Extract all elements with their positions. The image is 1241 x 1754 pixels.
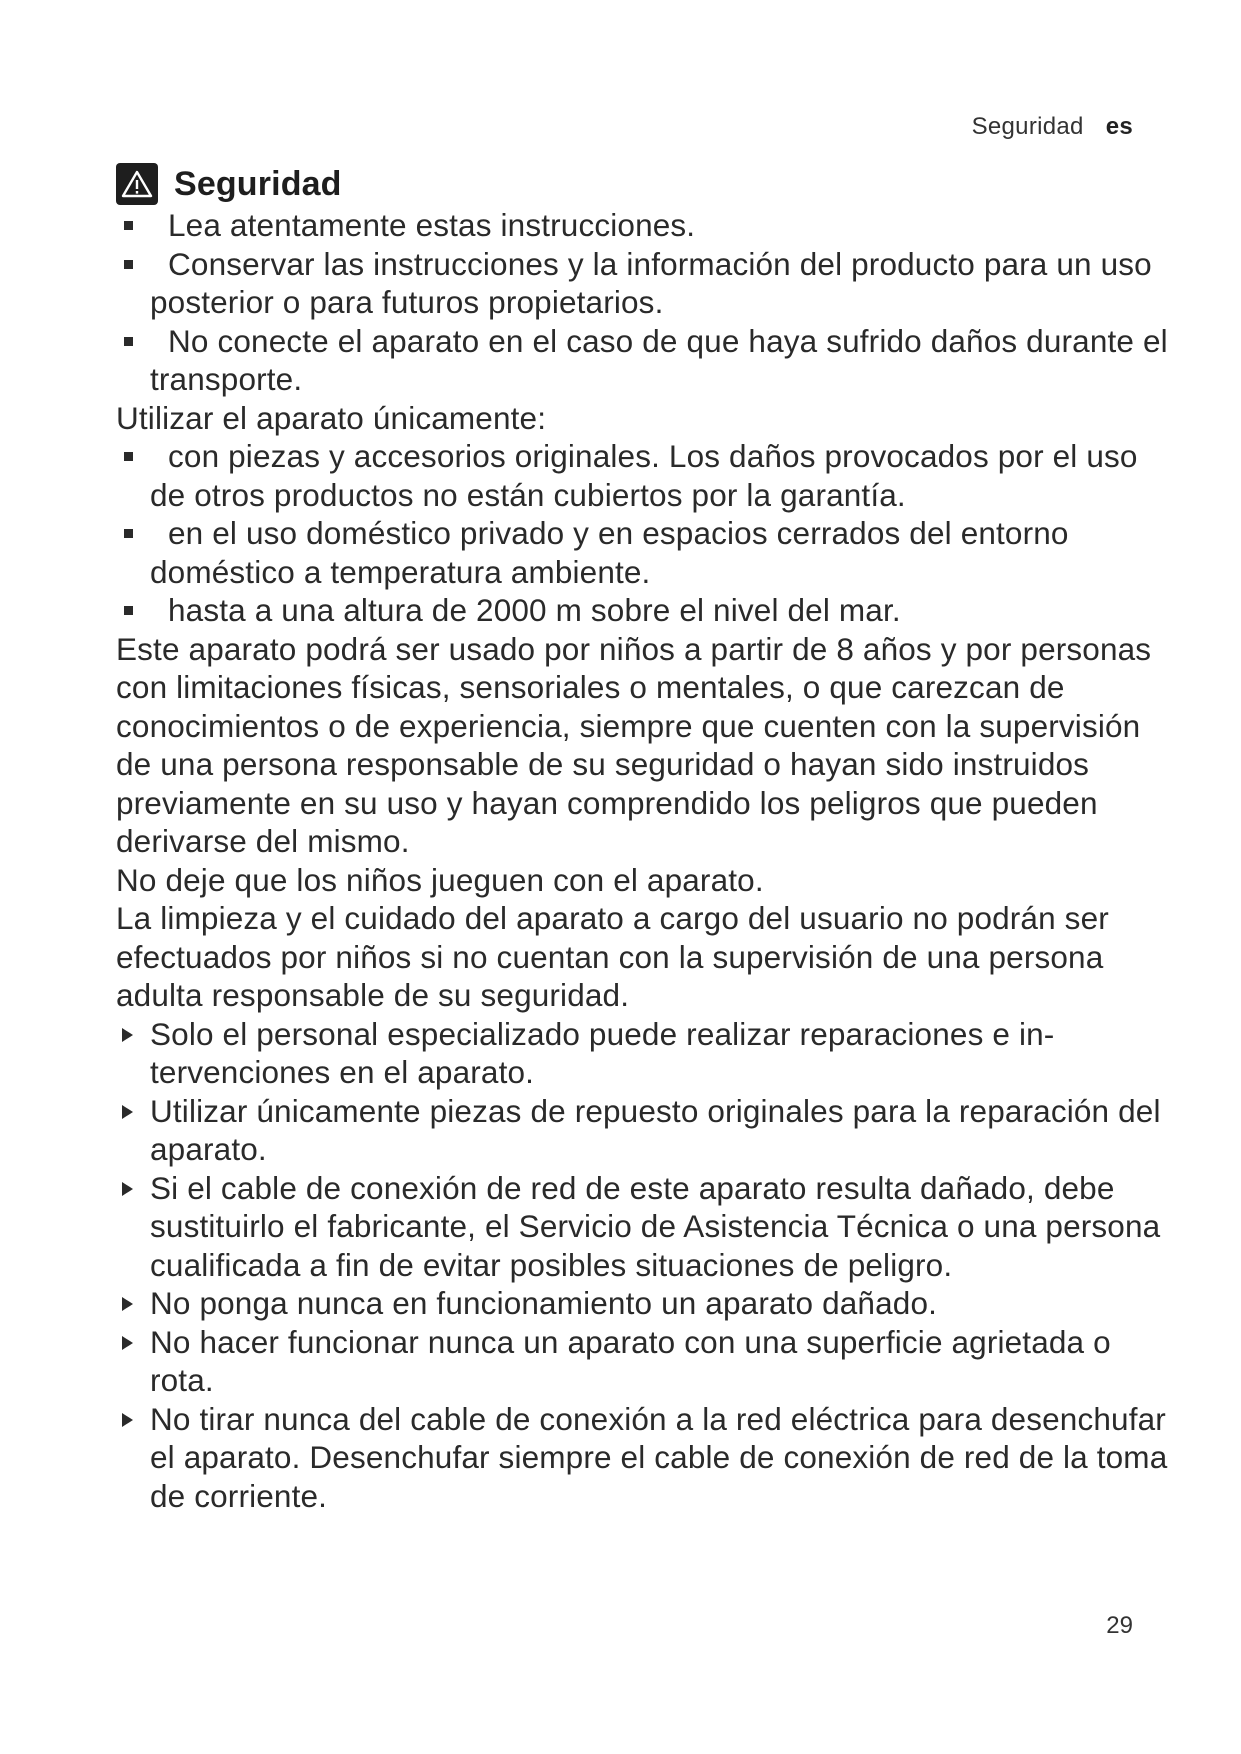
- action-item: No ponga nunca en funcionamiento un aparato dañado.: [116, 1284, 1176, 1323]
- children-play-paragraph: No deje que los niños jueguen con el aparato.: [116, 861, 764, 898]
- action-item: Solo el personal especializado puede realizar reparaciones e intervenciones en el aparato.: [116, 1015, 1176, 1092]
- action-item: Utilizar únicamente piezas de repuesto originales para la reparación del aparato.: [116, 1092, 1176, 1169]
- action-item: Si el cable de conexión de red de este aparato resulta dañado, debe sustituirlo el fabricante, el Servicio de Asistencia Técnica o una persona cualificada a fin de evitar posibles situaciones de peligro.: [116, 1169, 1176, 1285]
- running-head-language: es: [1105, 113, 1133, 140]
- children-paragraph: Este aparato podrá ser usado por niños a partir de 8 años y por personas con limitaciones físicas, sensoriales o mentales, o que carezcan de conocimientos o de experiencia, siempre que cuenten con la supervisión de una persona responsable de su seguridad o hayan sido instruidos previamente en su uso y hayan comprendido los peligros que pueden derivarse del mismo.: [116, 630, 1152, 859]
- action-item: No hacer funcionar nunca un aparato con una superficie agrietada o rota.: [116, 1323, 1176, 1400]
- cleaning-paragraph: La limpieza y el cuidado del aparato a cargo del usuario no podrán ser efectuados por niños si no cuentan con la supervisión de una persona adulta responsable de su seguridad.: [116, 900, 1109, 1013]
- action-item: No tirar nunca del cable de conexión a la red eléctrica para desenchufar el aparato. Desenchufar siempre el cable de conexión de red de la toma de corriente.: [116, 1400, 1176, 1516]
- list-item: Conservar las instrucciones y la información del producto para un uso posterior o para futuros propietarios.: [116, 245, 1176, 322]
- list-item: No conecte el aparato en el caso de que haya sufrido daños durante el transporte.: [116, 322, 1176, 399]
- usage-intro: Utilizar el aparato únicamente:: [116, 399, 547, 436]
- square-bullet-icon: [124, 260, 133, 269]
- square-bullet-icon: [124, 337, 133, 346]
- triangle-bullet-icon: [122, 1105, 133, 1119]
- square-bullet-icon: [124, 221, 133, 230]
- square-bullet-icon: [124, 606, 133, 615]
- square-bullet-icon: [124, 452, 133, 461]
- section-heading: [116, 162, 1176, 206]
- square-bullet-icon: [124, 529, 133, 538]
- triangle-bullet-icon: [122, 1413, 133, 1427]
- section-title: Seguridad: [174, 164, 342, 203]
- list-item: en el uso doméstico privado y en espacios cerrados del entorno doméstico a temperatura ambiente.: [116, 514, 1176, 591]
- running-head: [972, 113, 1133, 141]
- triangle-bullet-icon: [122, 1336, 133, 1350]
- running-head-section: Seguridad: [971, 113, 1084, 140]
- action-list: [116, 1015, 1176, 1516]
- warning-triangle-icon: [116, 163, 158, 205]
- list-item: con piezas y accesorios originales. Los daños provocados por el uso de otros productos no están cubiertos por la garantía.: [116, 437, 1176, 514]
- triangle-bullet-icon: [122, 1028, 133, 1042]
- triangle-bullet-icon: [122, 1297, 133, 1311]
- list-item: hasta a una altura de 2000 m sobre el nivel del mar.: [116, 591, 1176, 630]
- list-item: Lea atentamente estas instrucciones.: [116, 206, 1176, 245]
- usage-list: [116, 437, 1176, 630]
- document-body: [116, 162, 1176, 1515]
- triangle-bullet-icon: [122, 1182, 133, 1196]
- intro-list: [116, 206, 1176, 399]
- page-number: 29: [1106, 1612, 1133, 1639]
